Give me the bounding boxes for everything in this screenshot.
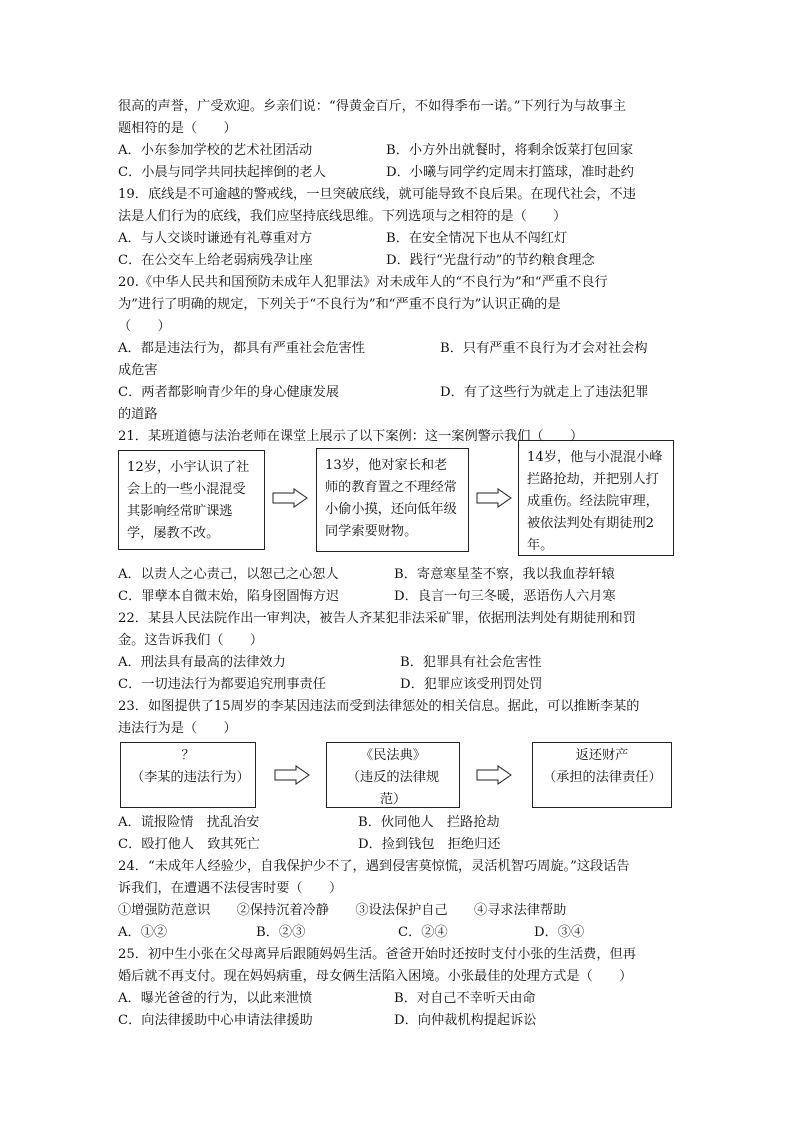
q22-option-a: A．刑法具有最高的法律效力 [118,655,286,670]
q21-option-d: D．良言一句三冬暖，恶语伤人六月寒 [394,589,616,604]
q20-stem-line1: 20.《中华人民共和国预防未成年人犯罪法》对未成年人的“不良行为”和“严重不良行 [118,275,608,290]
q24-stem-line2: 诉我们，在遭遇不法侵害时要（ ） [118,881,343,896]
q24-options-row [118,922,678,944]
q24-option-b: B．②③ [256,925,306,940]
q23-box-law [326,742,460,808]
q20-option-d: D．有了这些行为就走上了违法犯罪 [440,385,649,400]
q21-option-a: A．以责人之心责己，以恕己之心恕人 [118,567,339,582]
q23-box-violation-title: ？ [181,748,195,763]
q20-options-row1 [118,338,678,360]
q23-flow-diagram [118,742,678,810]
q19-options-row2 [118,250,678,272]
q22-option-c: C．一切违法行为都要追究刑事责任 [118,677,326,692]
q20-stem-line3: （ ） [118,319,171,334]
q19-options-row1 [118,228,678,250]
q24-statements: ①增强防范意识 ②保持沉着冷静 ③设法保护自己 ④寻求法律帮助 [118,903,567,918]
q23-box-liability [532,742,672,808]
q18-stem-line2: 题相符的是（ ） [118,121,237,136]
q23-box-law-caption: （违反的法律规范） [346,770,440,807]
q23-stem-line2: 违法行为是（ ） [118,721,237,736]
q23-options-row2 [118,834,678,856]
q23-box-violation [120,742,256,808]
q23-box-law-title: 《民法典》 [360,748,426,763]
q23-option-b: B．伙同他人 拦路抢劫 [358,815,500,830]
q25-stem-line2: 婚后就不再支付。现在妈妈病重，母女俩生活陷入困境。小张最佳的处理方式是（ ） [118,969,633,984]
q23-option-d: D．捡到钱包 拒绝归还 [358,837,501,852]
exam-page [118,96,678,1032]
q20-stem-line2: 为”进行了明确的规定，下列关于“不良行为”和“严重不良行为”认识正确的是 [118,297,561,312]
q21-options-row2 [118,586,678,608]
q18-stem-line1: 很高的声誉，广受欢迎。乡亲们说：“得黄金百斤，不如得季布一诺。”下列行为与故事主 [118,99,627,114]
q21-option-b: B．寄意寒星荃不察，我以我血荐轩辕 [394,567,615,582]
q19-option-d: D．践行“光盘行动”的节约粮食理念 [386,253,595,268]
q25-option-c: C．向法律援助中心申请法律援助 [118,1013,313,1028]
q23-stem-line1: 23．如图提供了15周岁的李某因违法而受到法律惩处的相关信息。据此，可以推断李某的 [118,699,640,714]
q24-option-d: D．③④ [534,925,585,940]
q19-stem-line2: 法是人们行为的底线，我们应坚持底线思维。下列选项与之相符的是（ ） [118,209,567,224]
q24-option-c: C．②④ [398,925,448,940]
q21-case-diagram [118,450,678,560]
q25-options-row1 [118,988,678,1010]
q22-options-row2 [118,674,678,696]
q22-options-row1 [118,652,678,674]
q21-arrow-2 [476,488,512,508]
q20-option-b: B．只有严重不良行为才会对社会构 [440,341,648,356]
q25-options-row2 [118,1010,678,1032]
q20-options-row2 [118,382,678,404]
q23-box-liability-title: 返还财产 [575,748,629,763]
q22-stem-line2: 金。这告诉我们（ ） [118,633,264,648]
q18-option-b: B．小方外出就餐时，将剩余饭菜打包回家 [386,143,634,158]
q18-option-d: D．小曦与同学约定周末打篮球，准时赴约 [386,165,634,180]
q20-option-b-cont: 成危害 [118,363,158,378]
q23-arrow-2 [476,765,512,785]
q24-option-a: A．①② [118,925,168,940]
q23-arrow-1 [274,765,310,785]
q19-option-a: A．与人交谈时谦逊有礼尊重对方 [118,231,313,246]
q21-stem: 21．某班道德与法治老师在课堂上展示了以下案例：这一案例警示我们（ ） [118,429,584,444]
q22-stem-line1: 22．某县人民法院作出一审判决，被告人齐某犯非法采矿罪，依据刑法判处有期徒刑和罚 [118,611,636,626]
q22-option-b: B．犯罪具有社会危害性 [400,655,542,670]
q21-option-c: C．罪孽本自微末始，陷身囹圄悔方迟 [118,589,340,604]
q21-arrow-1 [272,488,308,508]
q23-box-violation-caption: （李某的违法行为） [131,770,250,785]
q19-stem-line1: 19．底线是不可逾越的警戒线，一旦突破底线，就可能导致不良后果。在现代社会，不违 [118,187,636,202]
q18-option-c: C．小晨与同学共同扶起摔倒的老人 [118,165,326,180]
q23-option-c: C．殴打他人 致其死亡 [118,837,260,852]
q21-case-box-age12: 12岁，小宇认识了社会上的一些小混混受其影响经常旷课逃学，屡教不改。 [118,450,265,550]
q21-options-row1 [118,564,678,586]
q25-stem-line1: 25．初中生小张在父母离异后跟随妈妈生活。爸爸开始时还按时支付小张的生活费，但再 [118,947,636,962]
q21-case-box-age13: 13岁，他对家长和老师的教育置之不理经常小偷小摸，还向低年级同学索要财物。 [316,448,469,552]
q23-box-liability-caption: （承担的法律责任） [543,770,662,785]
q18-option-a: A．小东参加学校的艺术社团活动 [118,143,313,158]
q25-option-b: B．对自己不幸听天由命 [394,991,536,1006]
q24-stem-line1: 24．“未成年人经验少，自我保护少不了，遇到侵害莫惊慌，灵活机智巧周旋。”这段话告 [118,859,630,874]
q19-option-c: C．在公交车上给老弱病残孕让座 [118,253,313,268]
q20-option-d-cont: 的道路 [118,407,158,422]
q25-option-a: A．曝光爸爸的行为，以此来泄愤 [118,991,313,1006]
q20-option-c: C．两者都影响青少年的身心健康发展 [118,385,340,400]
q23-option-a: A．谎报险情 扰乱治安 [118,815,260,830]
q18-options-row1 [118,140,678,162]
q22-option-d: D．犯罪应该受刑罚处罚 [400,677,543,692]
q19-option-b: B．在安全情况下也从不闯红灯 [386,231,568,246]
q25-option-d: D．向仲裁机构提起诉讼 [394,1013,537,1028]
q23-options-row1 [118,812,678,834]
q21-case-box-age14: 14岁，他与小混混小峰拦路抢劫，并把别人打成重伤。经法院审理，被依法判处有期徒刑2年。 [518,440,674,556]
q18-options-row2 [118,162,678,184]
q20-option-a: A．都是违法行为，都具有严重社会危害性 [118,341,365,356]
